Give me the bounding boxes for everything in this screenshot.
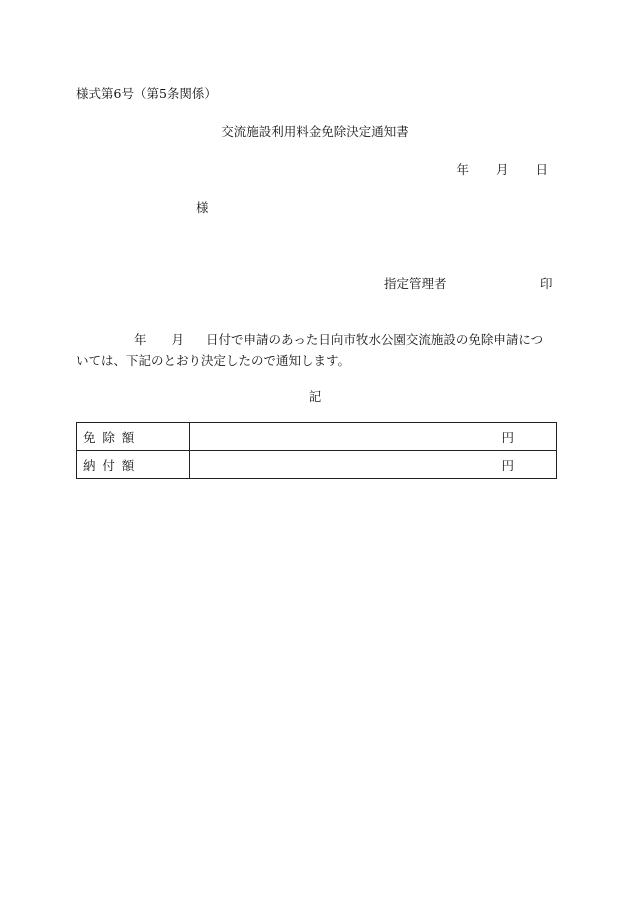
date-day: 日 — [535, 162, 548, 177]
body-text: 日付で申請のあった日向市牧水公園交流施設の免除申請については、下記のとおり決定したので通知します。 — [76, 332, 544, 368]
row-unit-payment: 円 — [190, 451, 557, 479]
row-label-exemption: 免除額 — [77, 423, 190, 451]
table-row — [77, 423, 557, 451]
form-number: 様式第6号（第5条関係） — [76, 86, 217, 101]
body-month: 月 — [171, 332, 185, 347]
table-row — [77, 451, 557, 479]
seal-mark: 印 — [540, 276, 553, 291]
sender-label: 指定管理者 — [384, 276, 447, 291]
row-label-payment: 納付額 — [77, 451, 190, 479]
body-year: 年 — [134, 332, 147, 347]
date-year: 年 — [456, 162, 469, 177]
recipient-suffix: 様 — [196, 200, 209, 215]
date-line — [456, 160, 548, 178]
row-unit-exemption: 円 — [190, 423, 557, 451]
document-title: 交流施設利用料金免除決定通知書 — [221, 124, 409, 139]
ki-heading: 記 — [308, 389, 322, 404]
date-month: 月 — [495, 162, 509, 177]
amounts-table — [76, 422, 557, 479]
body-paragraph — [76, 329, 554, 371]
